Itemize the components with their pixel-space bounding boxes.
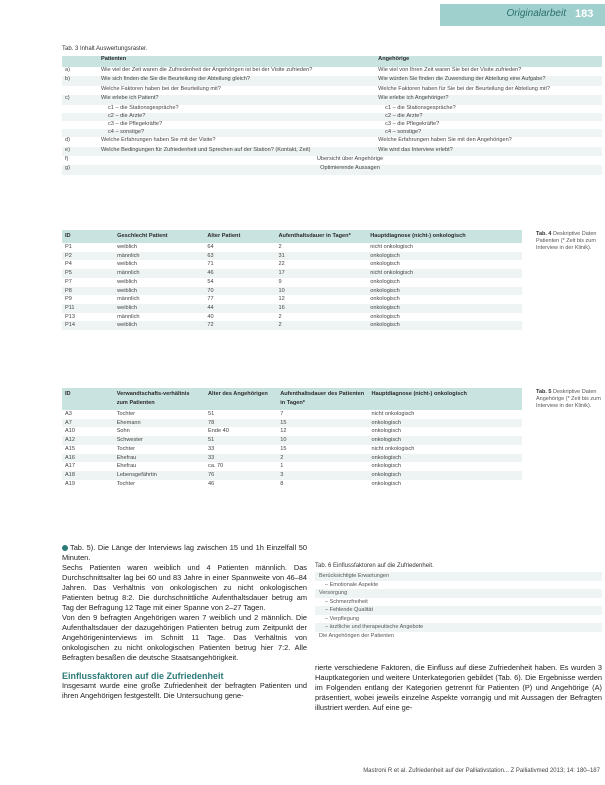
tab5-cell: 78 [205,419,277,428]
tab4-table [62,230,522,330]
tab6-row: – Emotionale Aspekte [325,581,379,588]
tab4-row [62,304,522,313]
tab4-row [62,313,522,322]
tab5-cell: Ehemann [114,419,205,428]
tab4-cell: onkologisch [367,287,522,296]
tab3-row [62,129,602,137]
tab5-cell: nicht onkologisch [371,445,415,452]
tab5-cell: 76 [205,471,277,480]
tab5-cell: A17 [65,463,75,470]
tab6-row: Die Angehörigen der Patienten [319,632,394,639]
para-patients: Sechs Patienten waren weiblich und 4 Patienten männlich. Das Durchschnittsalter lag bei 60 und 83 Jahre in einer Spannweite von 46–84 Jahren. Das Verhältnis von onkologischen zu nicht onkologischen Patienten betrug 8:2. Die durchschnittliche Aufenthaltsdauer betrug am Tag der Befragung 12 Tage mit einer Spanne von 2–27 Tagen. [62,563,307,612]
tab5-cell: A15 [65,445,75,452]
tab3-row-key: e) [62,147,98,156]
tab3-row [62,86,602,95]
tab5-header-cell: Aufenthaltsdauer des Patienten in Tagen* [277,388,368,410]
para-intro-text: Tab. 5). Die Länge der Interviews lag zwischen 15 und 1h Einzelfall 50 Minuten. [62,543,307,562]
tab3-row-relative: Welche Erfahrungen haben Sie mit den Angehörigen? [378,137,512,144]
tab4-cell: onkologisch [367,304,522,313]
tab5-cell: 51 [205,436,277,445]
tab3-row-key [62,105,98,113]
tab5-cell: onkologisch [371,480,402,487]
tab5-cell: A18 [62,471,114,480]
tab5-cell: 1 [280,463,284,470]
tab4-row [62,260,522,269]
tab5-cell: 15 [277,419,368,428]
tab3-row-relative: c1 – die Stationsgespräche? [385,104,456,111]
tab3-caption: Tab. 3 Inhalt Auswertungsraster. [62,46,148,52]
body-left [62,543,307,701]
tab5-cell: A19 [65,480,75,487]
tab3-row-relative: Wie wird das Interview erlebt? [375,147,602,156]
tab4-side-caption [536,231,602,252]
tab3-row-key [62,113,98,121]
tab4-cell: 46 [204,269,275,278]
tab3-row-key [62,121,98,129]
tab4-cell: männlich [117,296,140,303]
tab3-row-patient: Wie erlebe ich Patient? [98,95,375,104]
tab4-cell: P9 [65,296,72,303]
tab4-cell: P14 [62,321,114,330]
tab5-cell: 3 [277,471,368,480]
tab4-cell: weiblich [117,244,138,250]
tab4-cell: männlich [114,252,204,261]
reference-arrow-icon [62,545,68,551]
tab4-cell: onkologisch [367,252,522,261]
tab5-cell: onkologisch [371,463,402,470]
tab5-row [62,445,522,454]
tab5-cell: onkologisch [368,419,522,428]
tab3-row-relative: Wie erlebe ich Angehöriger? [375,95,602,104]
tab4-cell: onkologisch [367,321,522,330]
tab3-header-row [62,56,602,67]
tab4-cell: 2 [278,313,282,320]
tab4-row [62,287,522,296]
tab5-header-cell: Hauptdiagnose (nicht-) onkologisch [368,388,522,410]
tab3-table [62,56,602,175]
tab3-row-patient: Welche Erfahrungen haben Sie mit der Visite? [101,137,216,144]
tab4-cell: P2 [62,252,114,261]
tab5-cell: onkologisch [371,428,402,435]
tab3-row-patient: c3 – die Pflegekräfte? [108,120,163,127]
page-footer: Mastroni R et al. Zufriedenheit auf der Palliativstation... Z Palliativmed 2013; 14: 180–187 [363,768,600,774]
tab5-cell: Ende 40 [208,428,229,435]
tab3-row-relative: Welche Faktoren haben für Sie bei der Beurteilung der Abteilung mit? [378,85,551,92]
tab4-cell: 31 [275,252,367,261]
tab4-cell: weiblich [114,321,204,330]
tab5-row [62,419,522,428]
tab5-cell: 2 [277,454,368,463]
tab5-cell: A16 [62,454,114,463]
tab6-row: – ärztliche und therapeutische Angebote [315,623,602,632]
tab5-cell: Tochter [116,411,136,417]
tab5-cell: A10 [65,428,75,435]
tab3-row-patient: Welche Faktoren haben bei der Beurteilung mit? [101,85,221,92]
tab4-row [62,295,522,304]
tab4-row [62,321,522,330]
tab5-cell: 8 [280,480,284,487]
tab3-row [62,67,602,76]
tab3-row-patient: Wie viel der Zeit waren die Zufriedenheit der Angehörigen ist bei der Visite zufrieden? [101,67,313,73]
tab5-cell: Lebensgefährtin [114,471,205,480]
tab3-row-key: f) [65,156,69,163]
tab3-row-patient: c1 – die Stationsgespräche? [108,104,179,111]
tab5-cell: onkologisch [368,454,522,463]
tab3-row [62,165,602,174]
tab5-table [62,388,522,488]
tab3-row-key [62,129,98,137]
tab4-cell: 54 [207,278,214,285]
tab5-cell: Schwester [114,436,205,445]
tab5-cell: 33 [205,454,277,463]
tab3-row [62,95,602,104]
tab4-cell: nicht onkologisch [370,244,414,250]
tab5-row [62,410,522,419]
tab4-cell: 10 [275,287,367,296]
tab3-row [62,147,602,156]
tab5-row [62,454,522,463]
tab4-cell: 44 [204,304,275,313]
tab4-cell: weiblich [114,287,204,296]
tab3-row-relative: c2 – die Ärzte? [375,113,602,121]
tab5-cell: nicht onkologisch [371,411,415,417]
tab4-header-cell: Alter Patient [204,230,275,243]
tab5-cell: 12 [280,428,287,435]
tab4-header-cell: Geschlecht Patient [114,230,204,243]
tab4-cell: P4 [65,261,72,268]
tab3-row [62,137,602,146]
tab3-row-key: b) [62,76,98,85]
tab4-cell: 72 [204,321,275,330]
tab4-cell: P13 [65,313,75,320]
tab4-cell: 9 [278,278,282,285]
tab4-cell: P11 [62,304,114,313]
tab5-cell: A7 [62,419,114,428]
tab3-row [62,156,602,165]
tab5-cell: 7 [280,411,284,417]
tab4-caption-label: Tab. 4 [536,231,552,237]
tab4-cell: nicht onkologisch [367,269,522,278]
para-relatives: Von den 9 befragten Angehörigen waren 7 weiblich und 2 männlich. Die Aufenthaltsdauer der dazugehörigen Patienten betrug zum Zeitpunkt der Angehörigeninterviews im Schnitt 11 Tage. Das Verhältnis von onkologischen zu nicht onkologischen Patienten betrug hier 7:2. Alle Befragten besaßen die deutsche Staatsangehörigkeit. [62,613,307,662]
tab5-cell: A12 [62,436,114,445]
tab5-cell: 51 [208,411,215,417]
tab4-cell: 2 [275,321,367,330]
tab4-cell: 16 [275,304,367,313]
tab4-cell: weiblich [117,278,138,285]
tab5-row [62,427,522,436]
tab3-row-patient: Welche Bedingungen für Zufriedenheit und Sprechen auf der Station? (Kontakt, Zeit) [98,147,375,156]
tab3-header-key [62,56,98,67]
tab4-cell: 70 [204,287,275,296]
tab5-row [62,462,522,471]
page-number: 183 [575,8,594,20]
tab4-caption-text: Deskriptive Daten Patienten (* Zeit bis zum Interview in der Klinik). [536,231,597,251]
tab6-row: Berücksichtigte Erwartungen [315,572,602,581]
tab3-row-relative: Wie viel von Ihren Zeit waren Sie bei der Visite zufrieden? [378,67,522,73]
tab3-row-key: a) [65,67,70,73]
tab4-cell: onkologisch [370,313,400,320]
tab4-cell: P5 [62,269,114,278]
tab6-title: Tab. 6 Einflussfaktoren auf die Zufriedenheit. [315,563,434,569]
tab4-cell: männlich [117,313,140,320]
tab4-cell: 22 [278,261,285,268]
tab4-cell: 77 [207,296,214,303]
tab4-cell: weiblich [117,261,138,268]
tab3-row [62,105,602,113]
tab5-cell: Tochter [116,445,136,452]
tab5-cell: Ehefrau [116,463,137,470]
tab4-cell: 12 [278,296,285,303]
tab5-cell: 15 [280,445,287,452]
tab5-row [62,436,522,445]
tab5-cell: onkologisch [368,436,522,445]
tab4-cell: onkologisch [370,261,400,268]
tab4-cell: weiblich [114,304,204,313]
tab4-header-row [62,230,522,243]
tab3-row-relative: c4 – sonstige? [375,129,602,137]
tab5-cell: 46 [208,480,215,487]
tab4-cell: männlich [114,269,204,278]
tab4-cell: 71 [207,261,214,268]
tab5-caption-label: Tab. 5 [536,389,552,395]
tab3-row-merged: Optimierende Aussagen [98,165,602,174]
tab4-row [62,278,522,287]
para-categories: rierte verschiedene Faktoren, die Einfluss auf diese Zufriedenheit haben. Es wurden 3 Hauptkategorien und weitere Unterkategorien gebildet (Tab. 6). Die Ergebnisse werden im Folgenden entlang der Kategorien getrennt für Patienten (P) und Angehörige (A) präsentiert, wobei jeweils einzelne Aspekte vorrangig und mit Aussagen der Befragten illustriert werden. Auf eine ge- [315,663,602,712]
tab3-row-key: g) [62,165,98,174]
tab5-side-caption [536,389,602,410]
tab3-row-patient: c4 – sonstige? [98,129,375,137]
tab5-cell: A3 [65,411,72,417]
tab4-cell: 63 [204,252,275,261]
para-intro [62,543,307,563]
tab5-header-row [62,388,522,410]
tab5-cell: 33 [208,445,215,452]
tab3-row-patient: Wie sich finden die Sie die Beurteilung der Abteilung gleich? [98,76,375,85]
tab5-cell: 10 [277,436,368,445]
tab3-row-relative: Wie würden Sie finden die Zuwendung der Abteilung eine Aufgabe? [375,76,602,85]
tab6-row: – Schmerzfreiheit [325,598,368,605]
tab3-row [62,113,602,121]
tab4-header-cell: Hauptdiagnose (nicht-) onkologisch [367,230,522,243]
tab5-header-cell: Alter des Angehörigen [205,388,277,410]
tab4-cell: P1 [65,244,72,250]
tab6-row: – Verpflegung [325,615,359,622]
tab5-caption-text: Deskriptive Daten Angehörige (* Zeit bis zum Interview in der Klinik). [536,389,601,409]
section-label: Originalarbeit [506,8,566,19]
tab3-header-relatives: Angehörige [375,56,602,67]
tab4-cell: P8 [62,287,114,296]
tab4-cell: 40 [207,313,214,320]
tab3-row-key [62,86,98,95]
tab5-cell: Ehefrau [114,454,205,463]
tab4-header-cell: Aufenthaltsdauer in Tagen* [275,230,367,243]
tab5-cell: onkologisch [368,471,522,480]
tab5-header-cell: Verwandtschafts-verhältnis zum Patienten [114,388,205,410]
tab6-row: – Fehlende Qualität [315,606,602,615]
tab3-row-key: c) [62,95,98,104]
tab5-row [62,480,522,489]
tab6-row: Versorgung [315,589,602,598]
tab4-cell: 64 [207,244,214,250]
tab4-row [62,269,522,278]
tab4-header-cell: ID [62,230,114,243]
tab4-row [62,243,522,252]
tab3-row [62,121,602,129]
tab4-cell: P7 [65,278,72,285]
tab5-cell: Sohn [116,428,130,435]
tab5-header-cell: ID [62,388,114,410]
tab4-cell: onkologisch [370,278,400,285]
tab4-cell: 2 [278,244,282,250]
tab3-row-key: d) [65,137,70,144]
tab4-cell: 17 [275,269,367,278]
para-satisfaction: Insgesamt wurde eine große Zufriedenheit der befragten Patienten und ihren Angehörigen festgestellt. Die Untersuchung gene- [62,681,307,700]
tab3-header-patients: Patienten [98,56,375,67]
tab3-row-merged: Übersicht über Angehörige [316,156,384,163]
tab5-row [62,471,522,480]
body-right [315,663,602,713]
tab4-cell: onkologisch [370,296,400,303]
tab5-cell: ca. 70 [208,463,224,470]
tab3-row [62,76,602,85]
tab6-box [315,563,602,640]
tab4-row [62,252,522,261]
section-heading: Einflussfaktoren auf die Zufriedenheit [62,671,224,681]
tab3-row-patient: c2 – die Ärzte? [98,113,375,121]
tab5-cell: Tochter [116,480,136,487]
tab3-row-relative: c3 – die Pflegekräfte? [385,120,440,127]
